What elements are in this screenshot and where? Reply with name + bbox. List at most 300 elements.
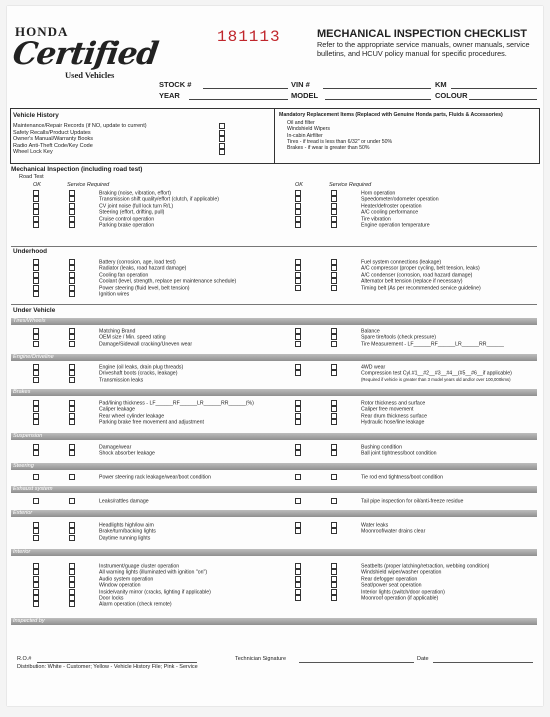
service-column-label: Service Required xyxy=(67,182,110,188)
technician-label: Technician Signature xyxy=(235,656,287,662)
checklist-item-label: Ignition wires xyxy=(99,291,130,298)
checklist-item-label: Battery (corrosion, age, load test) xyxy=(99,259,176,266)
honda-logo-text: HONDA xyxy=(15,24,69,39)
service-required-checkbox[interactable] xyxy=(69,400,75,406)
service-required-checkbox[interactable] xyxy=(331,413,337,419)
ok-cell xyxy=(33,535,69,542)
ok-cell xyxy=(33,601,69,608)
distribution-note: Distribution: White - Customer; Yellow - Vehicle History File; Pink - Service xyxy=(17,664,198,670)
service-required-checkbox[interactable] xyxy=(69,222,75,228)
checklist-item-label: Rear wheel cylinder leakage xyxy=(99,413,165,420)
ok-checkbox[interactable] xyxy=(33,285,39,291)
service-required-checkbox[interactable] xyxy=(331,196,337,202)
service-required-checkbox[interactable] xyxy=(331,285,337,291)
service-required-checkbox[interactable] xyxy=(69,450,75,456)
checklist-item-label: 4WD wear xyxy=(361,364,386,371)
checklist-item-label: Moonroof/water drains clear xyxy=(361,528,426,535)
checklist-item-label: Damage/wear xyxy=(99,444,132,451)
ok-cell xyxy=(295,498,331,505)
ok-checkbox[interactable] xyxy=(295,419,301,425)
ok-checkbox[interactable] xyxy=(295,498,301,504)
underhood-left-group xyxy=(33,259,236,297)
service-required-checkbox[interactable] xyxy=(331,328,337,334)
service-required-checkbox[interactable] xyxy=(69,419,75,425)
ok-cell xyxy=(33,498,69,505)
ok-cell xyxy=(33,222,69,229)
service-required-checkbox[interactable] xyxy=(69,595,75,601)
service-cell xyxy=(331,285,361,292)
service-required-checkbox[interactable] xyxy=(331,341,337,347)
exhaust-right-group xyxy=(295,498,463,504)
ok-checkbox[interactable] xyxy=(33,601,39,607)
ok-checkbox[interactable] xyxy=(33,406,39,412)
history-item: Wheel Lock Key xyxy=(13,149,53,156)
checklist-row xyxy=(33,419,254,425)
colour-label: COLOUR xyxy=(435,91,468,100)
ok-checkbox[interactable] xyxy=(33,203,39,209)
ok-checkbox[interactable] xyxy=(295,413,301,419)
ok-checkbox[interactable] xyxy=(295,576,301,582)
page-title: MECHANICAL INSPECTION CHECKLIST xyxy=(317,28,528,40)
ok-checkbox[interactable] xyxy=(33,364,39,370)
service-required-checkbox[interactable] xyxy=(69,474,75,480)
service-required-checkbox[interactable] xyxy=(331,334,337,340)
service-required-checkbox[interactable] xyxy=(69,265,75,271)
ok-checkbox[interactable] xyxy=(33,582,39,588)
ok-cell xyxy=(33,291,69,298)
engine-right-group xyxy=(295,364,512,383)
history-item: Safety Recalls/Product Updates xyxy=(13,129,91,136)
ok-checkbox[interactable] xyxy=(295,203,301,209)
service-required-checkbox[interactable] xyxy=(69,528,75,534)
checklist-item-label: Driveshaft boots (cracks, leakage) xyxy=(99,370,178,377)
service-cell xyxy=(69,535,99,542)
steering-band-label: Steering xyxy=(13,463,34,469)
ok-checkbox[interactable] xyxy=(295,370,301,376)
under-vehicle-heading: Under Vehicle xyxy=(13,307,56,314)
ok-checkbox[interactable] xyxy=(295,196,301,202)
checklist-row xyxy=(33,291,236,297)
service-cell xyxy=(331,222,361,229)
ok-checkbox[interactable] xyxy=(33,595,39,601)
ok-checkbox[interactable] xyxy=(33,563,39,569)
service-cell xyxy=(69,419,99,426)
history-item: Owner's Manual/Warranty Books xyxy=(13,136,94,143)
ok-cell xyxy=(295,595,331,602)
checklist-row xyxy=(33,601,211,607)
history-item: Radio Anti-Theft Code/Key Code xyxy=(13,142,93,149)
checklist-item-label: Heater/defroster operation xyxy=(361,203,422,210)
date-field[interactable] xyxy=(433,656,533,663)
ok-checkbox[interactable] xyxy=(33,576,39,582)
exterior-band xyxy=(11,510,537,517)
checklist-item-label: Caliper leakage xyxy=(99,406,136,413)
checklist-item-label: Transmission leaks xyxy=(99,377,144,384)
checklist-item-label: Matching Brand xyxy=(99,328,136,335)
ok-checkbox[interactable] xyxy=(33,535,39,541)
ok-column-label: OK xyxy=(33,182,41,188)
service-required-checkbox[interactable] xyxy=(331,522,337,528)
ok-checkbox[interactable] xyxy=(33,370,39,376)
service-required-checkbox[interactable] xyxy=(331,419,337,425)
service-required-checkbox[interactable] xyxy=(331,563,337,569)
checklist-item-label: Balance xyxy=(361,328,380,335)
brakes-band xyxy=(11,389,537,396)
ok-checkbox[interactable] xyxy=(295,522,301,528)
checklist-item-label: Seatbelts (proper latching/retraction, webbing condition) xyxy=(361,563,490,570)
ok-cell xyxy=(33,341,69,348)
checklist-item-label: Compression test Cyl.#1__#2__#3__#4__(#5__#6__if applicable) xyxy=(361,370,512,377)
checklist-item-label: Rear defogger operation xyxy=(361,576,418,583)
service-required-checkbox[interactable] xyxy=(331,364,337,370)
ok-checkbox[interactable] xyxy=(33,589,39,595)
divider xyxy=(11,304,537,305)
interior-band-label: Interior xyxy=(13,549,31,555)
service-required-checkbox[interactable] xyxy=(331,265,337,271)
service-required-checkbox[interactable] xyxy=(69,278,75,284)
service-required-checkbox[interactable] xyxy=(69,370,75,376)
ok-checkbox[interactable] xyxy=(295,474,301,480)
service-required-checkbox[interactable] xyxy=(331,190,337,196)
model-label: MODEL xyxy=(291,91,319,100)
service-required-checkbox[interactable] xyxy=(331,259,337,265)
checklist-row xyxy=(33,498,149,504)
history-item: Maintenance/Repair Records (if NO, update to current) xyxy=(13,123,147,129)
checklist-item-label: Tire Measurement - LF______RF______LR______RR______ xyxy=(361,341,504,348)
inspection-form xyxy=(7,6,543,706)
ok-checkbox[interactable] xyxy=(33,291,39,297)
service-required-checkbox[interactable] xyxy=(331,216,337,222)
ok-checkbox[interactable] xyxy=(295,563,301,569)
service-required-checkbox[interactable] xyxy=(69,522,75,528)
service-required-checkbox[interactable] xyxy=(331,582,337,588)
ok-checkbox[interactable] xyxy=(295,285,301,291)
service-required-checkbox[interactable] xyxy=(331,203,337,209)
ok-checkbox[interactable] xyxy=(33,569,39,575)
stock-field[interactable] xyxy=(203,80,288,89)
service-required-checkbox[interactable] xyxy=(69,216,75,222)
service-required-checkbox[interactable] xyxy=(331,278,337,284)
service-cell xyxy=(331,341,361,348)
checklist-row xyxy=(295,222,439,228)
service-required-checkbox[interactable] xyxy=(69,203,75,209)
ok-checkbox[interactable] xyxy=(295,400,301,406)
service-required-checkbox[interactable] xyxy=(69,341,75,347)
ok-checkbox[interactable] xyxy=(33,413,39,419)
service-required-checkbox[interactable] xyxy=(69,272,75,278)
interior-left-group xyxy=(33,563,211,608)
service-required-checkbox[interactable] xyxy=(69,285,75,291)
ok-cell xyxy=(295,285,331,292)
ok-checkbox[interactable] xyxy=(295,364,301,370)
checklist-item-label: Window operation xyxy=(99,582,141,589)
interior-band xyxy=(11,549,537,556)
service-required-checkbox[interactable] xyxy=(331,272,337,278)
checkbox[interactable] xyxy=(219,136,225,142)
ok-checkbox[interactable] xyxy=(295,222,301,228)
ok-cell xyxy=(295,450,331,457)
checklist-item-label: Tie rod end tightness/boot condition xyxy=(361,474,443,481)
checklist-item-label: Headlights high/low aim xyxy=(99,522,154,529)
service-required-checkbox[interactable] xyxy=(69,259,75,265)
service-required-checkbox[interactable] xyxy=(331,589,337,595)
technician-signature-field[interactable] xyxy=(299,656,414,663)
checklist-item-label: Engine operation temperature xyxy=(361,222,430,229)
ok-checkbox[interactable] xyxy=(33,278,39,284)
service-required-checkbox[interactable] xyxy=(69,589,75,595)
service-cell xyxy=(331,595,361,602)
ok-checkbox[interactable] xyxy=(33,222,39,228)
checklist-item-label: Hydraulic hose/line leakage xyxy=(361,419,425,426)
service-required-checkbox[interactable] xyxy=(69,413,75,419)
service-required-checkbox[interactable] xyxy=(69,535,75,541)
ok-checkbox[interactable] xyxy=(295,216,301,222)
year-field[interactable] xyxy=(189,91,288,100)
mandatory-item: Tires - if tread is less than 6/32" or under 50% xyxy=(287,138,393,145)
ok-checkbox[interactable] xyxy=(33,265,39,271)
exhaust-band xyxy=(11,486,537,493)
ok-column-label: OK xyxy=(295,182,303,188)
checkbox[interactable] xyxy=(219,123,225,129)
service-cell xyxy=(69,601,99,608)
service-required-checkbox[interactable] xyxy=(331,498,337,504)
vehicle-history-list xyxy=(13,123,147,156)
checklist-item-label: A/C cooling performance xyxy=(361,209,419,216)
exhaust-left-group xyxy=(33,498,149,504)
checklist-item-label: Pad/lining thickness - LF______RF______LR______RR______(%) xyxy=(99,400,254,407)
tires-band-label: Tires/Wheels xyxy=(13,318,46,324)
checkbox[interactable] xyxy=(219,149,225,155)
ok-checkbox[interactable] xyxy=(295,528,301,534)
checklist-item-label: All warning lights (illuminated with ignition "on") xyxy=(99,569,208,576)
tires-left-group xyxy=(33,328,192,347)
ok-checkbox[interactable] xyxy=(33,419,39,425)
service-required-checkbox[interactable] xyxy=(331,528,337,534)
exterior-right-group xyxy=(295,522,425,535)
vin-label: VIN # xyxy=(291,80,310,89)
checklist-item-label: Alternator belt tension (replace if necessary) xyxy=(361,278,463,285)
ok-checkbox[interactable] xyxy=(33,528,39,534)
service-required-checkbox[interactable] xyxy=(331,209,337,215)
service-required-checkbox[interactable] xyxy=(69,444,75,450)
ok-cell xyxy=(295,474,331,481)
stock-label: STOCK # xyxy=(159,80,192,89)
checklist-item-label: Windshield wiper/washer operation xyxy=(361,569,442,576)
checklist-item-label: Inside/vanity mirror (cracks, lighting if applicable) xyxy=(99,588,211,595)
service-required-checkbox[interactable] xyxy=(69,328,75,334)
checklist-row xyxy=(295,341,504,347)
model-field[interactable] xyxy=(325,91,431,100)
steering-left-group xyxy=(33,474,211,480)
service-required-checkbox[interactable] xyxy=(331,370,337,376)
service-required-checkbox[interactable] xyxy=(331,406,337,412)
service-required-checkbox[interactable] xyxy=(69,576,75,582)
ro-label: R.O.# xyxy=(17,656,32,662)
ok-checkbox[interactable] xyxy=(295,450,301,456)
ok-checkbox[interactable] xyxy=(295,569,301,575)
ok-checkbox[interactable] xyxy=(295,444,301,450)
service-required-checkbox[interactable] xyxy=(69,377,75,383)
checklist-item-label: Bushing condition xyxy=(361,444,402,451)
road-test-heading: Road Test xyxy=(19,174,44,180)
ok-checkbox[interactable] xyxy=(33,400,39,406)
ok-checkbox[interactable] xyxy=(33,498,39,504)
ro-field[interactable] xyxy=(37,656,197,663)
ok-checkbox[interactable] xyxy=(33,196,39,202)
ok-checkbox[interactable] xyxy=(33,328,39,334)
checklist-item-label: A/C compressor (proper cycling, belt tension, leaks) xyxy=(361,265,480,272)
service-required-checkbox[interactable] xyxy=(331,595,337,601)
ok-checkbox[interactable] xyxy=(295,334,301,340)
ok-checkbox[interactable] xyxy=(33,334,39,340)
checklist-row xyxy=(295,419,427,425)
ok-cell xyxy=(33,419,69,426)
checklist-item-label: Horn operation xyxy=(361,190,396,197)
checklist-row xyxy=(295,285,481,291)
checklist-item-label: Fuel system connections (leakage) xyxy=(361,259,442,266)
brakes-right-group xyxy=(295,400,427,426)
suspension-band xyxy=(11,433,537,440)
checklist-row xyxy=(295,474,443,480)
ok-cell xyxy=(33,474,69,481)
checklist-item-label: Moonroof operation (if applicable) xyxy=(361,595,439,602)
ok-checkbox[interactable] xyxy=(295,595,301,601)
checklist-item-label: Speedometer/odometer operation xyxy=(361,196,439,203)
divider xyxy=(11,246,537,247)
ok-checkbox[interactable] xyxy=(33,190,39,196)
service-required-checkbox[interactable] xyxy=(331,222,337,228)
service-required-checkbox[interactable] xyxy=(69,196,75,202)
road-right-group xyxy=(295,190,439,228)
ok-checkbox[interactable] xyxy=(33,272,39,278)
service-required-checkbox[interactable] xyxy=(331,444,337,450)
checklist-item-label: Spare tire/tools (check pressure) xyxy=(361,334,436,341)
service-cell xyxy=(69,341,99,348)
suspension-left-group xyxy=(33,444,155,457)
brakes-band-label: Brakes xyxy=(13,389,31,395)
service-required-checkbox[interactable] xyxy=(331,474,337,480)
engine-band xyxy=(11,354,537,361)
date-label: Date xyxy=(417,656,429,662)
form-number: 181113 xyxy=(217,28,281,46)
service-required-checkbox[interactable] xyxy=(69,582,75,588)
service-required-checkbox[interactable] xyxy=(331,576,337,582)
service-required-checkbox[interactable] xyxy=(331,450,337,456)
service-required-checkbox[interactable] xyxy=(69,291,75,297)
ok-checkbox[interactable] xyxy=(295,190,301,196)
checklist-item-label: CV joint noise (full lock turn R/L) xyxy=(99,203,174,210)
ok-checkbox[interactable] xyxy=(295,259,301,265)
ok-checkbox[interactable] xyxy=(33,216,39,222)
service-required-checkbox[interactable] xyxy=(69,569,75,575)
ok-checkbox[interactable] xyxy=(33,259,39,265)
checklist-item-label: Seat/power seat operation xyxy=(361,582,422,589)
service-required-checkbox[interactable] xyxy=(69,498,75,504)
ok-checkbox[interactable] xyxy=(295,265,301,271)
mandatory-item: Windshield Wipers xyxy=(287,126,330,133)
ok-cell xyxy=(295,341,331,348)
service-required-checkbox[interactable] xyxy=(69,334,75,340)
engine-left-group xyxy=(33,364,183,383)
tires-band xyxy=(11,318,537,325)
ok-checkbox[interactable] xyxy=(295,582,301,588)
mandatory-item: Oil and filter xyxy=(287,120,315,126)
ok-checkbox[interactable] xyxy=(33,444,39,450)
ok-checkbox[interactable] xyxy=(295,406,301,412)
exterior-left-group xyxy=(33,522,156,541)
used-vehicles-label: Used Vehicles xyxy=(65,70,115,80)
inspected-band-label: Inspected by xyxy=(13,618,45,624)
ok-checkbox[interactable] xyxy=(295,209,301,215)
checklist-item-label: Daytime running lights xyxy=(99,535,151,542)
service-required-checkbox[interactable] xyxy=(69,406,75,412)
exterior-band-label: Exterior xyxy=(13,510,33,516)
checklist-row xyxy=(295,450,437,456)
checklist-item-label: Cruise control operation xyxy=(99,215,155,222)
service-required-checkbox[interactable] xyxy=(331,400,337,406)
history-checkboxes xyxy=(219,123,225,156)
mandatory-list xyxy=(287,120,392,151)
service-cell xyxy=(331,528,361,535)
service-cell xyxy=(331,474,361,481)
service-required-checkbox[interactable] xyxy=(69,190,75,196)
ok-checkbox[interactable] xyxy=(295,341,301,347)
ok-checkbox[interactable] xyxy=(33,341,39,347)
checklist-item-label: Tail pipe inspection for oil/anti-freeze residue xyxy=(361,498,464,505)
service-cell xyxy=(69,474,99,481)
checklist-item-label: Brake/turn/backing lights xyxy=(99,528,156,535)
ok-cell xyxy=(33,377,69,384)
ok-checkbox[interactable] xyxy=(295,272,301,278)
service-required-checkbox[interactable] xyxy=(69,601,75,607)
suspension-band-label: Suspension xyxy=(13,433,43,439)
checklist-item-label: Transmission shift quality/effort (clutch, if applicable) xyxy=(99,196,219,203)
ok-checkbox[interactable] xyxy=(33,209,39,215)
checklist-row xyxy=(295,377,512,383)
mandatory-item: Brakes - if wear is greater than 50% xyxy=(287,145,370,152)
ok-checkbox[interactable] xyxy=(33,474,39,480)
checklist-item-label: Radiator (leaks, road hazard damage) xyxy=(99,265,187,272)
checklist-item-label: Parking brake operation xyxy=(99,222,155,229)
checklist-item-label: Coolant (level, strength, replace per maintenance schedule) xyxy=(99,278,237,285)
ok-cell xyxy=(295,222,331,229)
km-field[interactable] xyxy=(451,80,537,89)
colour-field[interactable] xyxy=(469,91,537,100)
ok-checkbox[interactable] xyxy=(295,328,301,334)
mechanical-heading: Mechanical Inspection (including road test) xyxy=(11,166,143,173)
ok-checkbox[interactable] xyxy=(33,377,39,383)
checkbox[interactable] xyxy=(219,130,225,136)
checklist-item-label: (Required if vehicle is greater than 3 model years old and/or over 100,000kms) xyxy=(361,376,511,382)
ok-checkbox[interactable] xyxy=(295,278,301,284)
ok-cell xyxy=(295,528,331,535)
service-required-checkbox[interactable] xyxy=(69,364,75,370)
checkbox[interactable] xyxy=(219,143,225,149)
service-required-checkbox[interactable] xyxy=(69,563,75,569)
checklist-item-label: Parking brake free movement and adjustment xyxy=(99,419,204,426)
service-required-checkbox[interactable] xyxy=(69,209,75,215)
checklist-item-label: OEM size / Min. speed rating xyxy=(99,334,166,341)
service-required-checkbox[interactable] xyxy=(331,569,337,575)
ok-checkbox[interactable] xyxy=(295,589,301,595)
checklist-item-label: Instrument/guage cluster operation xyxy=(99,563,180,570)
ok-checkbox[interactable] xyxy=(33,450,39,456)
service-cell xyxy=(331,498,361,505)
checklist-item-label: Power steering (fluid level, belt tension) xyxy=(99,284,190,291)
ok-checkbox[interactable] xyxy=(33,522,39,528)
checklist-row xyxy=(33,341,192,347)
vin-field[interactable] xyxy=(323,80,431,89)
